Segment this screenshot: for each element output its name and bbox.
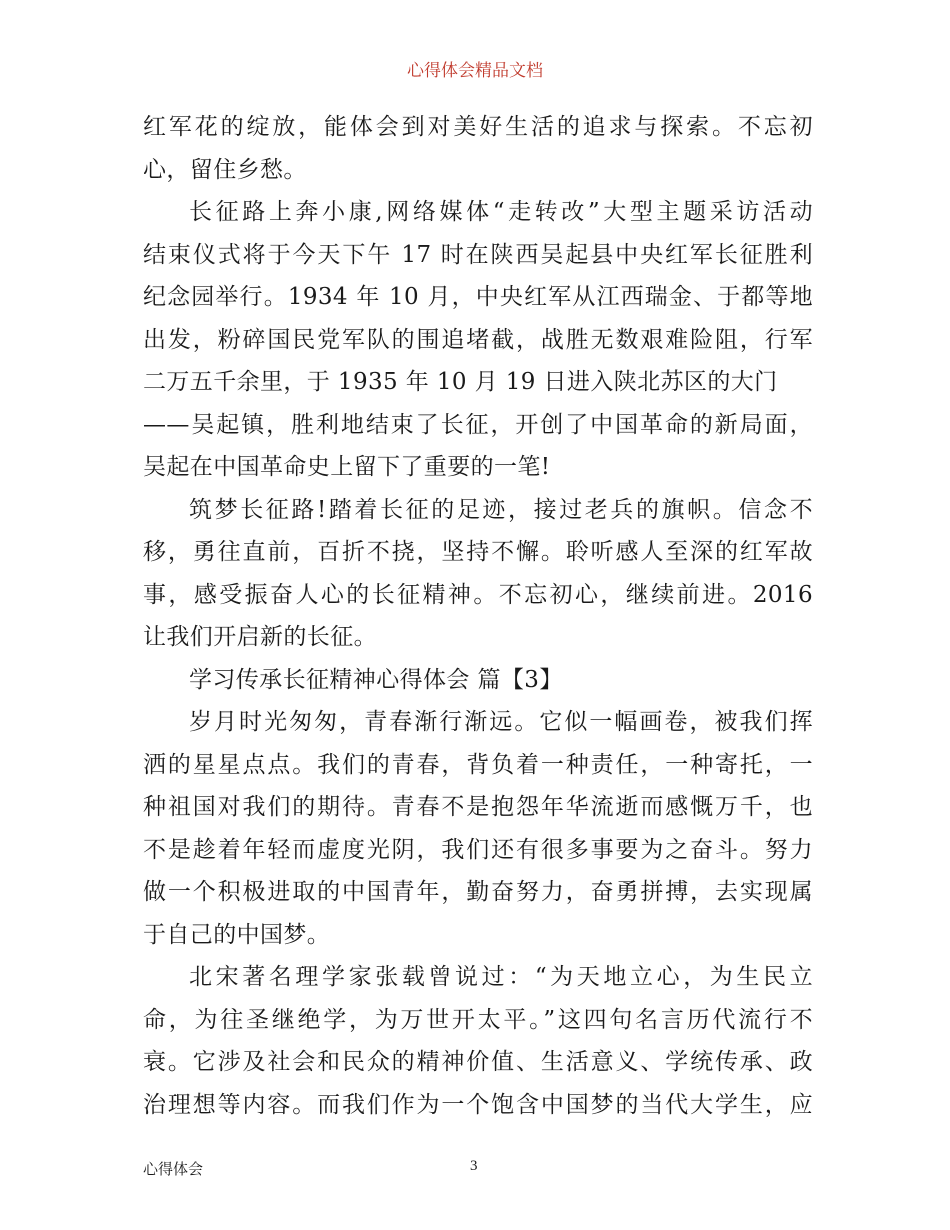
body-line: 事，感受振奋人心的长征精神。不忘初心，继续前进。2016 — [143, 581, 813, 608]
document-body — [143, 106, 813, 1126]
body-line: 岁月时光匆匆，青春渐行渐远。它似一幅画卷，被我们挥 — [189, 709, 813, 735]
body-line: 北宋著名理学家张载曾说过：“为天地立心，为生民立 — [189, 964, 813, 990]
body-line: ——吴起镇，胜利地结束了长征，开创了中国革命的新局面， — [143, 411, 813, 438]
body-line: 洒的星星点点。我们的青春，背负着一种责任，一种寄托，一 — [143, 751, 813, 778]
page-number: 3 — [470, 1158, 478, 1174]
section-heading: 学习传承长征精神心得体会 篇【3】 — [189, 666, 563, 693]
body-line: 种祖国对我们的期待。青春不是抱怨年华流逝而感慨万千，也 — [143, 794, 813, 820]
body-line: 命，为往圣继绝学，为万世开太平。”这四句名言历代流行不 — [143, 1006, 813, 1033]
body-line: 结束仪式将于今天下午 17 时在陕西吴起县中央红军长征胜利 — [143, 241, 813, 268]
footer-label: 心得体会 — [143, 1160, 204, 1178]
body-line: 出发，粉碎国民党军队的围追堵截，战胜无数艰难险阻，行军 — [143, 326, 813, 353]
body-line: 纪念园举行。1934 年 10 月，中央红军从江西瑞金、于都等地 — [143, 284, 813, 310]
page-header-title: 心得体会精品文档 — [407, 61, 543, 81]
body-line: 长征路上奔小康,网络媒体“走转改”大型主题采访活动 — [189, 199, 813, 225]
body-line: 移，勇往直前，百折不挠，坚持不懈。聆听感人至深的红军故 — [143, 539, 813, 565]
body-line: 筑梦长征路!踏着长征的足迹，接过老兵的旗帜。信念不 — [189, 496, 813, 523]
body-line: 红军花的绽放，能体会到对美好生活的追求与探索。不忘初 — [143, 114, 813, 140]
body-line: 治理想等内容。而我们作为一个饱含中国梦的当代大学生，应 — [143, 1091, 813, 1118]
body-line: 不是趁着年轻而虚度光阴，我们还有很多事要为之奋斗。努力 — [143, 836, 813, 863]
body-line: 吴起在中国革命史上留下了重要的一笔! — [143, 454, 551, 480]
body-line: 做一个积极进取的中国青年，勤奋努力，奋勇拼搏，去实现属 — [143, 879, 813, 905]
body-line: 心，留住乡愁。 — [143, 156, 307, 183]
body-line: 于自己的中国梦。 — [143, 921, 331, 948]
body-line: 衰。它涉及社会和民众的精神价值、生活意义、学统传承、政 — [143, 1049, 813, 1075]
body-line: 让我们开启新的长征。 — [143, 624, 377, 650]
body-line: 二万五千余里，于 1935 年 10 月 19 日进入陕北苏区的大门 — [143, 369, 778, 395]
